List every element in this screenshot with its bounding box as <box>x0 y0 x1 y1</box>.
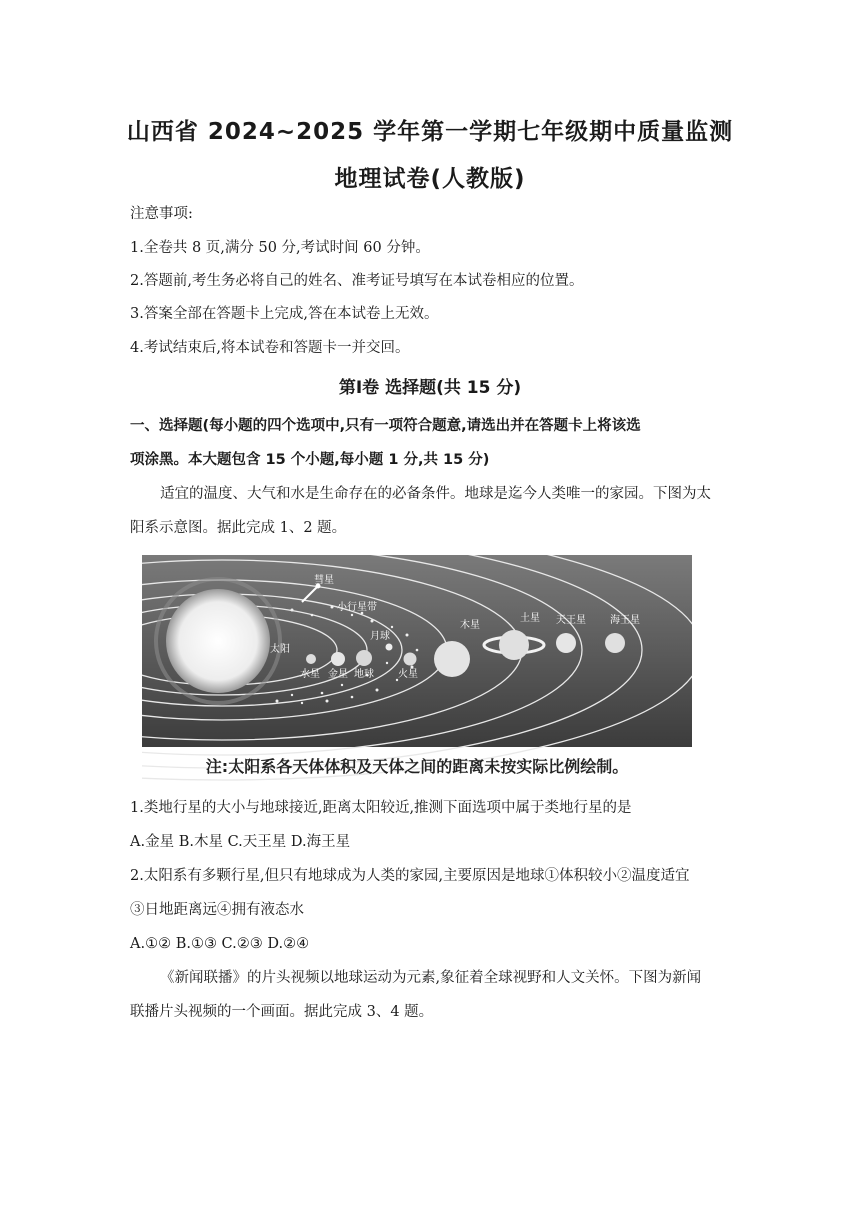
passage1-line2: 阳系示意图。据此完成 1、2 题。 <box>130 520 347 536</box>
figure-note: 注:太阳系各天体体积及天体之间的距离未按实际比例绘制。 <box>205 757 629 776</box>
venus-body <box>331 652 345 666</box>
notice-item-3: 3.答案全部在答题卡上完成,答在本试卷上无效。 <box>130 306 439 322</box>
exam-title: 山西省 2024~2025 学年第一学期七年级期中质量监测 <box>126 119 734 145</box>
notice-item-1: 1.全卷共 8 页,满分 50 分,考试时间 60 分钟。 <box>130 240 430 256</box>
mars-body <box>404 653 417 666</box>
passage1-line1: 适宜的温度、大气和水是生命存在的必备条件。地球是迄今人类唯一的家园。下图为太 <box>160 486 711 502</box>
section-instruction-1: 一、选择题(每小题的四个选项中,只有一项符合题意,请选出并在答题卡上将该选 <box>130 418 641 434</box>
sun-body <box>166 589 270 693</box>
label-saturn: 土星 <box>520 613 540 624</box>
section-title: 第Ⅰ卷 选择题(共 15 分) <box>338 378 522 398</box>
notice-item-2: 2.答题前,考生务必将自己的姓名、准考证号填写在本试卷相应的位置。 <box>130 273 584 289</box>
question-2-stem-1: 2.太阳系有多颗行星,但只有地球成为人类的家园,主要原因是地球①体积较小②温度适宜 <box>130 868 690 884</box>
label-jupiter: 木星 <box>460 620 480 631</box>
passage2-line1: 《新闻联播》的片头视频以地球运动为元素,象征着全球视野和人文关怀。下图为新闻 <box>160 970 702 986</box>
label-comet: 彗星 <box>314 575 334 586</box>
label-asteroid-belt: 小行星带 <box>337 602 377 613</box>
section-instruction-2: 项涂黑。本大题包含 15 个小题,每小题 1 分,共 15 分) <box>130 452 490 468</box>
label-mercury: 水星 <box>300 669 320 680</box>
exam-subtitle: 地理试卷(人教版) <box>334 166 526 192</box>
passage2-line2: 联播片头视频的一个画面。据此完成 3、4 题。 <box>130 1004 434 1020</box>
moon-body <box>386 644 393 651</box>
question-1-options: A.金星 B.木星 C.天王星 D.海王星 <box>130 834 351 850</box>
earth-body <box>356 650 372 666</box>
mercury-body <box>306 654 316 664</box>
solar-system-figure <box>142 555 692 787</box>
jupiter-body <box>434 641 470 677</box>
label-neptune: 海王星 <box>610 615 640 626</box>
solar-system-diagram <box>142 555 692 787</box>
question-1-stem: 1.类地行星的大小与地球接近,距离太阳较近,推测下面选项中属于类地行星的是 <box>130 800 632 816</box>
notice-item-4: 4.考试结束后,将本试卷和答题卡一并交回。 <box>130 340 410 356</box>
notice-heading: 注意事项: <box>130 206 193 222</box>
label-moon: 月球 <box>370 631 390 642</box>
label-uranus: 天王星 <box>556 615 586 626</box>
neptune-body <box>605 633 625 653</box>
question-2-options: A.①② B.①③ C.②③ D.②④ <box>130 936 310 952</box>
label-earth: 地球 <box>354 669 374 680</box>
label-sun: 太阳 <box>270 644 290 655</box>
label-mars: 火星 <box>398 669 418 680</box>
label-venus: 金星 <box>328 669 348 680</box>
question-2-stem-2: ③日地距离远④拥有液态水 <box>130 902 304 918</box>
uranus-body <box>556 633 576 653</box>
